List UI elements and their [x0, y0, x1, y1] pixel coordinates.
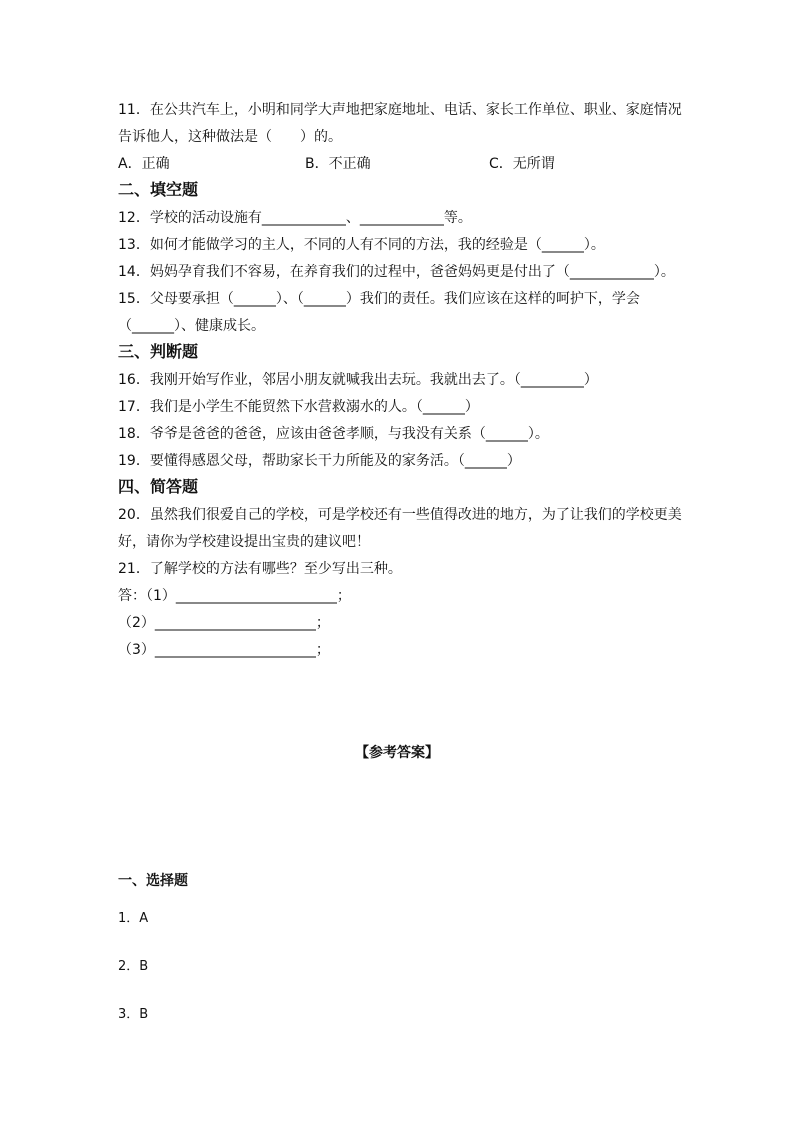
section-short-answer-heading: 四、简答题 [118, 477, 199, 496]
answer-1: 1．A [118, 911, 149, 926]
question-20-line1: 20．虽然我们很爱自己的学校，可是学校还有一些值得改进的地方，为了让我们的学校更美 [118, 507, 682, 523]
question-12: 12．学校的活动设施有____________、____________等。 [118, 210, 472, 226]
question-21-answer-1: 答：（1）_______________________； [118, 588, 351, 604]
question-11-line2: 告诉他人，这种做法是（ ）的。 [118, 129, 342, 145]
question-18: 18．爷爷是爸爸的爸爸，应该由爸爸孝顺，与我没有关系（______）。 [118, 426, 549, 442]
answer-key-title: 【参考答案】 [355, 745, 439, 761]
question-13: 13．如何才能做学习的主人，不同的人有不同的方法，我的经验是（______）。 [118, 237, 605, 253]
question-11-option-a: A．正确 [118, 156, 170, 172]
question-17: 17．我们是小学生不能贸然下水营救溺水的人。（______） [118, 399, 479, 415]
question-19: 19．要懂得感恩父母，帮助家长干力所能及的家务活。（______） [118, 453, 521, 469]
answer-3: 3．B [118, 1007, 149, 1022]
section-fill-in-heading: 二、填空题 [118, 180, 199, 199]
question-21-answer-2: （2）_______________________； [118, 615, 330, 631]
question-11-option-b: B．不正确 [305, 156, 371, 172]
question-11-option-c: C．无所谓 [489, 156, 555, 172]
question-15-line1: 15．父母要承担（______）、（______）我们的责任。我们应该在这样的呵护下，学会 [118, 291, 640, 307]
question-20-line2: 好，请你为学校建设提出宝贵的建议吧！ [118, 534, 370, 550]
question-21-answer-3: （3）_______________________； [118, 642, 330, 658]
answer-section-choice-heading: 一、选择题 [118, 873, 188, 889]
question-15-line2: （______）、健康成长。 [118, 318, 265, 334]
question-11-line1: 11．在公共汽车上，小明和同学大声地把家庭地址、电话、家长工作单位、职业、家庭情况 [118, 102, 682, 118]
question-14: 14．妈妈孕育我们不容易，在养育我们的过程中，爸爸妈妈更是付出了（____________）。 [118, 264, 675, 280]
section-judgement-heading: 三、判断题 [118, 342, 199, 361]
question-16: 16．我刚开始写作业，邻居小朋友就喊我出去玩。我就出去了。（_________） [118, 372, 598, 388]
question-21-prompt: 21．了解学校的方法有哪些？至少写出三种。 [118, 561, 402, 577]
answer-2: 2．B [118, 959, 149, 974]
